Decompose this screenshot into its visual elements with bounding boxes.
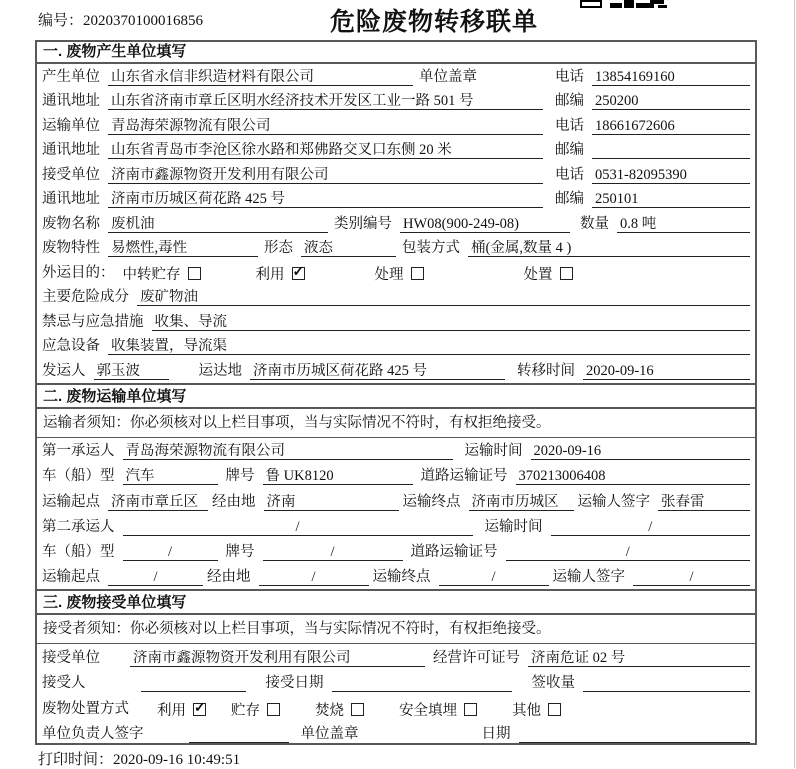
checkbox-icon [548, 703, 561, 716]
hazard-label: 主要危险成分 [42, 289, 129, 306]
vehicle-type2-value: / [123, 544, 218, 561]
road-permit2-label: 道路运输证号 [410, 544, 498, 561]
receiving-unit-value: 济南市鑫源物资开发利用有限公司 [130, 650, 425, 667]
transporter-label: 运输单位 [42, 117, 100, 134]
packing-label: 包装方式 [402, 240, 460, 257]
page-right-edge [794, 0, 795, 768]
row-transporter [37, 113, 755, 138]
print-time-value: 2020-09-16 10:49:51 [113, 752, 241, 768]
sender-label: 发运人 [42, 362, 86, 379]
section3-title: 三. 废物接受单位填写 [37, 589, 755, 615]
producer-label: 产生单位 [42, 68, 100, 85]
serial-value: 2020370100016856 [83, 13, 204, 29]
address2-label: 通讯地址 [42, 142, 100, 159]
road-permit2-value: / [506, 544, 751, 561]
address3-label: 通讯地址 [42, 191, 100, 208]
carrier-sign2-label: 运输人签字 [552, 569, 625, 586]
zip2-value [592, 142, 750, 159]
receiver-notice: 接受者须知：你必须核对以上栏目事项，当与实际情况不符时，有权拒绝接受。 [37, 615, 755, 644]
waste-name-value: 废机油 [108, 216, 328, 233]
endpoint1-label: 运输终点 [402, 493, 461, 510]
via2-value: / [259, 569, 369, 586]
quantity-label: 数量 [580, 215, 609, 232]
form-value: 液态 [301, 240, 396, 257]
destination-value: 济南市历城区荷花路 425 号 [250, 363, 505, 380]
checkbox-icon [464, 703, 477, 716]
zip3-value: 250101 [592, 191, 750, 208]
phone2-value: 18661672606 [592, 118, 750, 135]
characteristic-value: 易燃性,毒性 [108, 240, 258, 257]
origin2-label: 运输起点 [42, 569, 100, 586]
transfer-time-label: 转移时间 [517, 362, 575, 379]
section-producer [37, 42, 755, 383]
row-route1 [37, 488, 755, 513]
plate1-label: 牌号 [225, 468, 255, 485]
producer-value: 山东省永信非织造材料有限公司 [108, 69, 413, 86]
packing-value: 桶(金属,数量 4 ) [468, 240, 750, 257]
destination-label: 运达地 [198, 362, 242, 379]
address1-label: 通讯地址 [42, 93, 100, 110]
transport-notice: 运输者须知：你必须核对以上栏目事项，当与实际情况不符时，有权拒绝接受。 [37, 409, 755, 438]
endpoint2-value: / [439, 569, 549, 586]
category-value: HW08(900-249-08) [400, 216, 570, 233]
endpoint2-label: 运输终点 [372, 569, 431, 586]
date-value [519, 726, 751, 743]
transport-time1-value: 2020-09-16 [531, 443, 751, 460]
disposal-option-incinerate [315, 701, 364, 718]
option-label: 利用 [255, 266, 285, 283]
row-disposal-method [37, 695, 755, 721]
responsible-sign-label: 单位负责人签字 [42, 726, 144, 743]
purpose-label: 外运目的： [42, 264, 115, 281]
section1-title: 一. 废物产生单位填写 [37, 42, 755, 64]
phone2-label: 电话 [555, 117, 584, 134]
endpoint1-value: 济南市历城区 [469, 494, 574, 511]
purpose-option-treat [375, 265, 424, 282]
option-label: 中转贮存 [122, 266, 181, 283]
row-producer [37, 64, 755, 89]
zip2-label: 邮编 [555, 142, 584, 159]
row-purpose [37, 260, 755, 285]
zip1-label: 邮编 [555, 93, 584, 110]
transport-time1-label: 运输时间 [464, 443, 523, 459]
row-emergency-equipment [37, 334, 755, 359]
phone1-label: 电话 [555, 68, 584, 85]
receive-date-label: 接受日期 [265, 675, 324, 692]
quantity-value: 0.8 吨 [617, 216, 750, 233]
characteristic-label: 废物特性 [42, 240, 100, 257]
plate1-value: 鲁 UK8120 [263, 468, 413, 485]
row-responsible-signature [37, 721, 755, 747]
disposal-option-other [512, 701, 561, 718]
print-time-label: 打印时间： [38, 752, 114, 768]
zip3-label: 邮编 [555, 191, 584, 208]
purpose-option-use [256, 265, 305, 282]
checkbox-icon [351, 703, 364, 716]
row-waste-character [37, 236, 755, 261]
origin1-label: 运输起点 [42, 493, 100, 510]
origin1-value: 济南市章丘区 [108, 494, 208, 511]
unit-seal-label: 单位盖章 [419, 68, 477, 85]
option-label: 处置 [523, 266, 553, 283]
receiver-person-value [141, 675, 246, 692]
row-vehicle1 [37, 463, 755, 488]
taboo-value: 收集、导流 [152, 314, 751, 331]
first-carrier-value: 青岛海荣源物流有限公司 [123, 443, 453, 460]
option-label: 其他 [512, 702, 541, 719]
row-first-carrier [37, 438, 755, 463]
license-label: 经营许可证号 [433, 649, 520, 666]
via2-label: 经由地 [207, 569, 251, 586]
responsible-sign-value [189, 726, 289, 743]
form-label: 形态 [264, 240, 293, 257]
carrier-sign2-value: / [633, 569, 750, 586]
print-time [38, 748, 240, 769]
row-receiver [37, 162, 755, 187]
option-label: 贮存 [231, 702, 260, 719]
form-header [0, 0, 796, 40]
sender-value: 郭玉波 [94, 363, 169, 380]
receiving-unit-label: 接受单位 [42, 649, 100, 666]
transfer-form-table [35, 40, 757, 745]
checkbox-icon [193, 703, 206, 716]
row-waste-name [37, 211, 755, 236]
first-carrier-label: 第一承运人 [42, 443, 115, 459]
receive-date-value [332, 675, 512, 692]
vehicle-type2-label: 车（船）型 [42, 544, 115, 561]
row-receiving-person [37, 670, 755, 696]
row-sender [37, 358, 755, 383]
origin2-value: / [108, 569, 203, 586]
checkbox-icon [292, 267, 305, 280]
waste-name-label: 废物名称 [42, 215, 100, 232]
option-label: 安全填埋 [399, 702, 457, 719]
section-receiver [37, 589, 755, 746]
transporter-value: 青岛海荣源物流有限公司 [108, 118, 543, 135]
equipment-label: 应急设备 [42, 338, 100, 355]
option-label: 焚烧 [315, 702, 344, 719]
second-carrier-label: 第二承运人 [42, 518, 115, 535]
category-label: 类别编号 [334, 215, 392, 232]
checkbox-icon [411, 267, 424, 280]
road-permit1-label: 道路运输证号 [420, 468, 508, 485]
phone3-label: 电话 [555, 166, 584, 183]
disposal-option-storage [231, 701, 280, 718]
checkbox-icon [188, 267, 201, 280]
carrier-sign1-label: 运输人签字 [577, 493, 650, 510]
vehicle-type1-label: 车（船）型 [42, 468, 115, 485]
option-label: 利用 [157, 702, 186, 719]
page-title: 危险废物转移联单 [330, 8, 539, 36]
checkbox-icon [267, 703, 280, 716]
row-producer-address [37, 89, 755, 114]
disposal-option-use [157, 701, 206, 718]
received-quantity-value [583, 675, 750, 692]
plate2-value: / [263, 544, 403, 561]
section-transport [37, 383, 755, 590]
via1-label: 经由地 [212, 493, 256, 510]
vehicle-type1-value: 汽车 [123, 468, 218, 485]
taboo-label: 禁忌与应急措施 [42, 313, 144, 330]
zip1-value: 250200 [592, 93, 750, 110]
license-value: 济南危证 02 号 [528, 650, 750, 667]
hazard-value: 废矿物油 [137, 289, 750, 306]
receiver-value: 济南市鑫源物资开发利用有限公司 [108, 167, 543, 184]
purpose-option-dispose [524, 265, 573, 282]
section2-title: 二. 废物运输单位填写 [37, 383, 755, 409]
address2-value: 山东省青岛市李沧区徐水路和郑佛路交叉口东侧 20 米 [108, 142, 543, 159]
transport-time2-label: 运输时间 [484, 518, 543, 535]
via1-value: 济南 [264, 494, 399, 511]
purpose-option-transfer-storage [123, 265, 201, 282]
equipment-value: 收集装置，导流渠 [108, 338, 750, 355]
row-receiver-address [37, 187, 755, 212]
road-permit1-value: 370213006408 [516, 468, 751, 485]
address1-value: 山东省济南市章丘区明水经济技术开发区工业一路 501 号 [108, 93, 543, 110]
disposal-label: 废物处置方式 [42, 700, 129, 717]
serial-label: 编号： [38, 13, 84, 29]
plate2-label: 牌号 [225, 544, 255, 561]
row-hazard-component [37, 285, 755, 310]
received-quantity-label: 签收量 [531, 675, 575, 692]
transfer-time-value: 2020-09-16 [583, 363, 750, 380]
date-label: 日期 [481, 726, 511, 743]
receiver-label: 接受单位 [42, 166, 100, 183]
option-label: 处理 [374, 266, 404, 283]
second-carrier-value: / [123, 519, 473, 536]
phone3-value: 0531-82095390 [592, 167, 750, 184]
row-taboo-measures [37, 309, 755, 334]
row-route2 [37, 564, 755, 589]
phone1-value: 13854169160 [592, 69, 750, 86]
disposal-option-landfill [399, 701, 477, 718]
transport-time2-value: / [551, 519, 751, 536]
unit-seal2-label: 单位盖章 [300, 726, 359, 743]
qr-code-remnant-icon [580, 0, 672, 9]
carrier-sign1-value: 张春雷 [658, 494, 750, 511]
row-second-carrier [37, 514, 755, 539]
row-receiving-unit [37, 644, 755, 670]
checkbox-icon [560, 267, 573, 280]
row-vehicle2 [37, 539, 755, 564]
receiver-person-label: 接受人 [42, 675, 86, 692]
serial-number [38, 9, 203, 30]
address3-value: 济南市历城区荷花路 425 号 [108, 191, 543, 208]
row-transporter-address [37, 138, 755, 163]
